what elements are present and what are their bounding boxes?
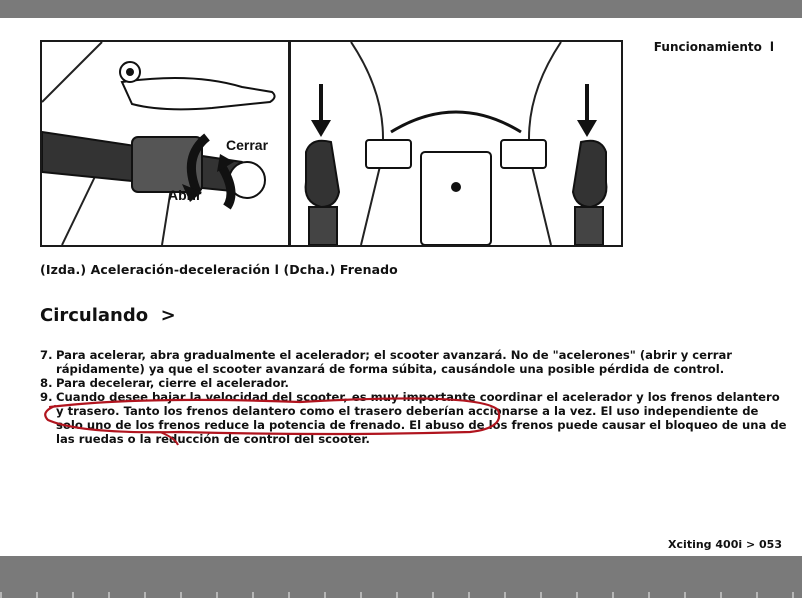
- section-title: [40, 305, 176, 326]
- throttle-illustration: [40, 40, 290, 247]
- section-title-text: Circulando: [40, 305, 149, 326]
- instruction-list: [40, 348, 788, 446]
- list-item: [40, 376, 788, 390]
- bottom-scan-band: [0, 556, 802, 598]
- list-item-text: Para acelerar, abra gradualmente el acelerador; el scooter avanzará. No de "acelerones" (abrir y cerrar rápidamente) ya que el scooter avanzará de forma súbita, causándole una posible pérdida de control.: [56, 348, 733, 376]
- list-item: [40, 348, 788, 376]
- list-item-text: Cuando desee bajar la velocidad del scooter, es muy importante coordinar el acelerador y los frenos delantero y trasero. Tanto los frenos delantero como el trasero deberían accionarse a la vez. El uso independiente de solo uno de los frenos reduce la potencia de frenado. El abuso de los frenos puede causar el bloqueo de una de las ruedas o la reducción de control del scooter.: [56, 390, 787, 446]
- list-item: [40, 390, 788, 446]
- throttle-drawing: [42, 42, 288, 245]
- figure-caption: (Izda.) Aceleración-deceleración l (Dcha.) Frenado: [40, 262, 398, 277]
- label-open: Abrir: [168, 187, 202, 203]
- section-header-label: Funcionamiento: [653, 40, 762, 54]
- footer-page-number: 053: [759, 538, 782, 551]
- section-title-chevron: >: [160, 305, 176, 326]
- list-item-number: 7.: [40, 348, 53, 362]
- braking-drawing: [291, 42, 621, 245]
- page-footer: [668, 538, 782, 551]
- braking-illustration: [289, 40, 623, 247]
- list-item-number: 8.: [40, 376, 53, 390]
- list-item-text: Para decelerar, cierre el acelerador.: [56, 376, 289, 390]
- footer-model: Xciting 400i: [668, 538, 743, 551]
- list-item-number: 9.: [40, 390, 53, 404]
- footer-chevron: >: [745, 538, 756, 551]
- top-scan-band: [0, 0, 802, 18]
- label-close: Cerrar: [226, 137, 269, 153]
- section-header-separator: l: [769, 40, 774, 54]
- section-header: [654, 40, 774, 54]
